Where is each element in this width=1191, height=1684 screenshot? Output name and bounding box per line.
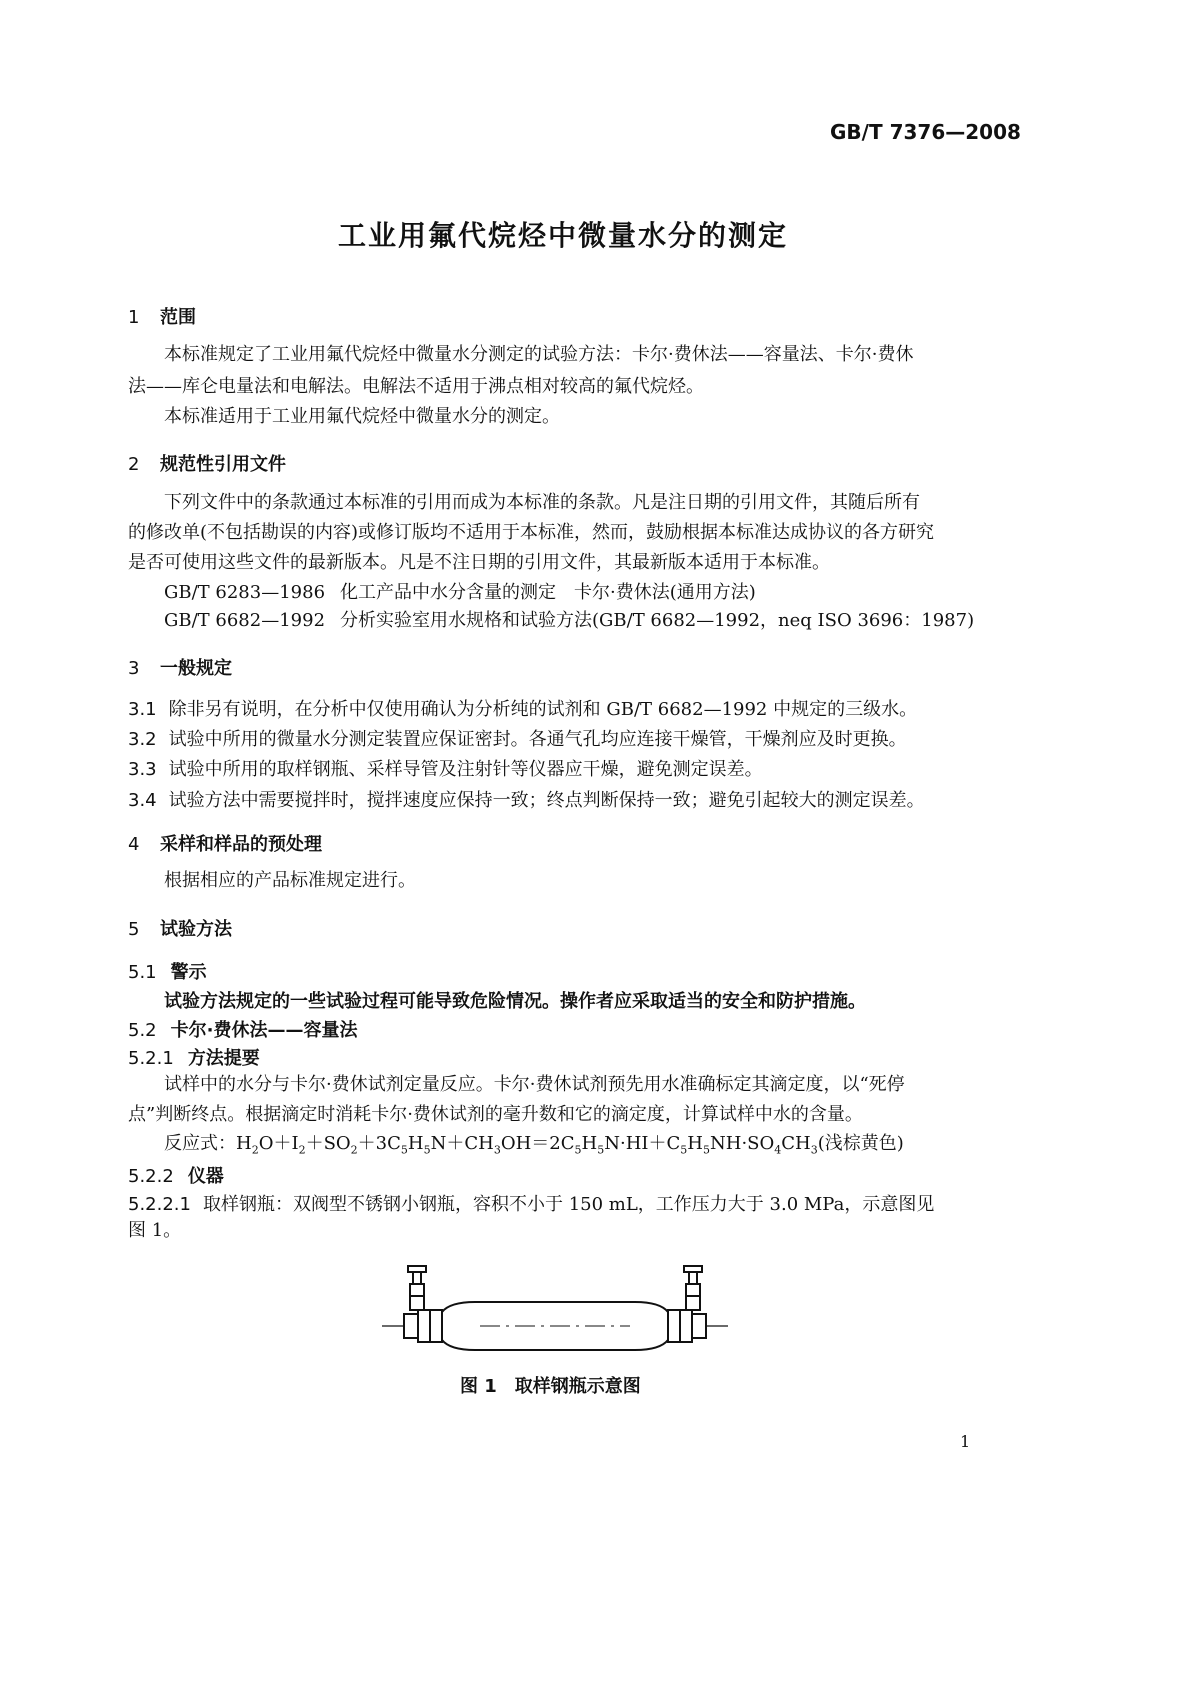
section-title: 试验方法 bbox=[160, 919, 232, 940]
paragraph-line: 点”判断终点。根据滴定时消耗卡尔·费休试剂的毫升数和它的滴定度，计算试样中水的含量。 bbox=[128, 1104, 863, 1125]
section-number: 1 bbox=[128, 307, 140, 328]
warning-text: 试验方法规定的一些试验过程可能导致危险情况。操作者应采取适当的安全和防护措施。 bbox=[164, 991, 866, 1012]
subsection-5-2: 5.2 卡尔·费休法——容量法 bbox=[128, 1020, 358, 1041]
section-3-heading bbox=[128, 654, 232, 680]
section-number: 3 bbox=[128, 658, 140, 679]
paragraph-line: 下列文件中的条款通过本标准的引用而成为本标准的条款。凡是注日期的引用文件，其随后所有 bbox=[164, 492, 920, 513]
section-title: 范围 bbox=[160, 307, 196, 328]
clause-3-4: 3.4 试验方法中需要搅拌时，搅拌速度应保持一致；终点判断保持一致；避免引起较大的测定误差。 bbox=[128, 790, 925, 811]
paragraph-line: 试样中的水分与卡尔·费休试剂定量反应。卡尔·费休试剂预先用水准确标定其滴定度，以“死停 bbox=[164, 1074, 905, 1095]
equation-label: 反应式： bbox=[164, 1133, 236, 1154]
section-2-heading bbox=[128, 450, 286, 476]
equation-note: (浅棕黄色) bbox=[817, 1133, 904, 1154]
paragraph-line: 的修改单(不包括勘误的内容)或修订版均不适用于本标准，然而，鼓励根据本标准达成协议的各方研究 bbox=[128, 522, 935, 543]
clause-5-2-2-1: 5.2.2.1 取样钢瓶：双阀型不锈钢小钢瓶，容积不小于 150 mL，工作压力大于 3.0 MPa，示意图见 bbox=[128, 1194, 935, 1215]
subsection-5-1: 5.1 警示 bbox=[128, 962, 207, 983]
section-number: 5 bbox=[128, 919, 140, 940]
page-number: 1 bbox=[960, 1432, 971, 1451]
document-title: 工业用氟代烷烃中微量水分的测定 bbox=[338, 219, 789, 252]
reference-title: 分析实验室用水规格和试验方法(GB/T 6682—1992，neq ISO 3696：1987) bbox=[340, 610, 975, 631]
reaction-equation: 反应式：$H_2O+I_2+SO_2+3C_5H_5N+CH_3OH=2C_5H_5N\cdot HI+C_5H_5NH\cdot SO_4CH_3$(浅棕黄色) bbox=[164, 1133, 904, 1157]
section-5-heading bbox=[128, 915, 232, 941]
subsection-5-2-2: 5.2.2 仪器 bbox=[128, 1166, 224, 1187]
section-title: 采样和样品的预处理 bbox=[160, 834, 322, 855]
subsection-5-2-1: 5.2.1 方法提要 bbox=[128, 1048, 260, 1069]
section-number: 4 bbox=[128, 834, 140, 855]
section-number: 2 bbox=[128, 454, 140, 475]
clause-3-1: 3.1 除非另有说明，在分析中仅使用确认为分析纯的试剂和 GB/T 6682—1992 中规定的三级水。 bbox=[128, 699, 918, 720]
paragraph-line: 是否可使用这些文件的最新版本。凡是不注日期的引用文件，其最新版本适用于本标准。 bbox=[128, 552, 830, 573]
clause-3-2: 3.2 试验中所用的微量水分测定装置应保证密封。各通气孔均应连接干燥管，干燥剂应及时更换。 bbox=[128, 729, 907, 750]
reference-title: 化工产品中水分含量的测定 卡尔·费休法(通用方法) bbox=[340, 582, 756, 603]
section-title: 规范性引用文件 bbox=[160, 454, 286, 475]
standard-number: GB/T 7376—2008 bbox=[830, 120, 1021, 144]
figure-caption: 图 1 取样钢瓶示意图 bbox=[460, 1376, 641, 1397]
section-title: 一般规定 bbox=[160, 658, 232, 679]
reference-item bbox=[164, 606, 974, 636]
reference-code: GB/T 6283—1986 bbox=[164, 582, 326, 603]
paragraph-line: 本标准适用于工业用氟代烷烃中微量水分的测定。 bbox=[164, 406, 560, 427]
section-1-heading bbox=[128, 303, 196, 329]
paragraph-line: 图 1。 bbox=[128, 1220, 182, 1241]
section-4-heading bbox=[128, 830, 322, 856]
clause-3-3: 3.3 试验中所用的取样钢瓶、采样导管及注射针等仪器应干燥，避免测定误差。 bbox=[128, 759, 763, 780]
reference-item bbox=[164, 578, 756, 608]
sampling-cylinder-figure bbox=[380, 1262, 730, 1362]
paragraph-line: 法——库仑电量法和电解法。电解法不适用于沸点相对较高的氟代烷烃。 bbox=[128, 376, 704, 397]
reference-code: GB/T 6682—1992 bbox=[164, 610, 326, 631]
paragraph-line: 根据相应的产品标准规定进行。 bbox=[164, 870, 416, 891]
paragraph-line: 本标准规定了工业用氟代烷烃中微量水分测定的试验方法：卡尔·费休法——容量法、卡尔·费休 bbox=[164, 344, 914, 365]
